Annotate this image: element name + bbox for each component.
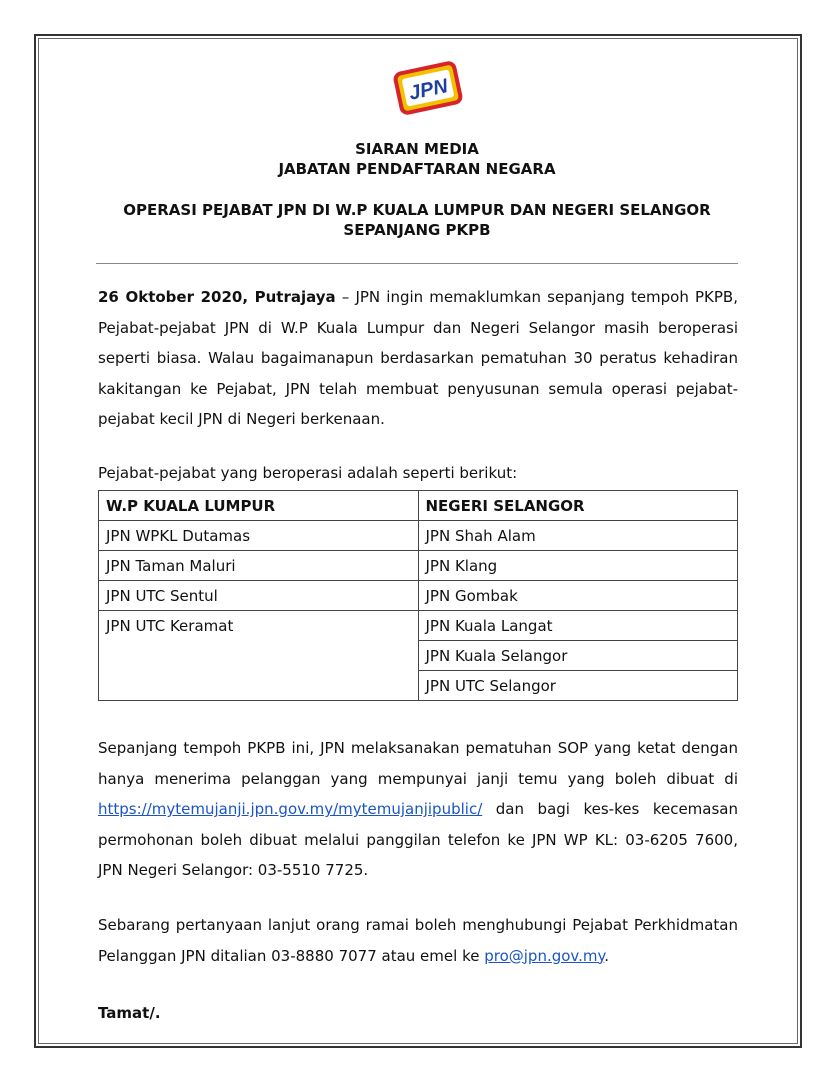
column-header-kl: W.P KUALA LUMPUR bbox=[99, 491, 419, 521]
sop-text: Sepanjang tempoh PKPB ini, JPN melaksanakan pematuhan SOP yang ketat dengan hanya menerima pelanggan yang mempunyai janji temu yang boleh dibuat di bbox=[98, 739, 738, 788]
table-cell: JPN Taman Maluri bbox=[99, 551, 419, 581]
table-cell: JPN Kuala Selangor bbox=[418, 641, 738, 671]
jpn-logo bbox=[390, 58, 466, 118]
header-siaran-media: SIARAN MEDIA bbox=[355, 140, 479, 158]
document-title-line1: OPERASI PEJABAT JPN DI W.P KUALA LUMPUR DAN NEGERI SELANGOR bbox=[123, 201, 711, 219]
table-cell: JPN UTC Selangor bbox=[418, 671, 738, 701]
contact-end: . bbox=[604, 946, 610, 965]
intro-text: – JPN ingin memaklumkan sepanjang tempoh PKPB, Pejabat-pejabat JPN di W.P Kuala Lumpur dan Negeri Selangor masih beroperasi seperti biasa. Walau bagaimanapun berdasarkan pematuhan 30 peratus kehadiran kakitangan ke Pejabat, JPN telah membuat penyusunan semula operasi pejabat-pejabat kecil JPN di Negeri berkenaan. bbox=[98, 288, 738, 429]
dateline: 26 Oktober 2020, Putrajaya bbox=[98, 288, 336, 306]
document-title-line2: SEPANJANG PKPB bbox=[343, 221, 491, 239]
table-cell: JPN Klang bbox=[418, 551, 738, 581]
table-header-row bbox=[99, 491, 738, 521]
table-cell: JPN Gombak bbox=[418, 581, 738, 611]
divider bbox=[96, 263, 738, 264]
appointment-link[interactable]: https://mytemujanji.jpn.gov.my/mytemujanjipublic/ bbox=[98, 800, 483, 819]
table-row bbox=[99, 611, 738, 641]
contact-paragraph bbox=[98, 910, 738, 971]
svg-text:JPN: JPN bbox=[407, 75, 450, 105]
email-link[interactable]: pro@jpn.gov.my bbox=[484, 946, 605, 965]
table-intro: Pejabat-pejabat yang beroperasi adalah seperti berikut: bbox=[98, 464, 518, 482]
table-cell: JPN Kuala Langat bbox=[418, 611, 738, 641]
table-cell: JPN WPKL Dutamas bbox=[99, 521, 419, 551]
closing-text: Tamat/. bbox=[98, 1004, 161, 1022]
table-cell: JPN UTC Sentul bbox=[99, 581, 419, 611]
table-row bbox=[99, 551, 738, 581]
table-cell: JPN Shah Alam bbox=[418, 521, 738, 551]
intro-paragraph bbox=[98, 282, 738, 435]
header-department: JABATAN PENDAFTARAN NEGARA bbox=[278, 160, 556, 178]
contact-text: Sebarang pertanyaan lanjut orang ramai boleh menghubungi Pejabat Perkhidmatan Pelanggan JPN ditalian 03-8880 7077 atau emel ke bbox=[98, 916, 738, 965]
sop-paragraph bbox=[98, 733, 738, 886]
table-row bbox=[99, 581, 738, 611]
table-cell: JPN UTC Keramat bbox=[99, 611, 419, 701]
sop-text-continued: dan bagi kes-kes kecemasan permohonan boleh dibuat melalui panggilan telefon ke JPN WP KL: 03-6205 7600, JPN Negeri Selangor: 03-5510 7725. bbox=[98, 800, 738, 880]
offices-table bbox=[98, 490, 738, 701]
column-header-selangor: NEGERI SELANGOR bbox=[418, 491, 738, 521]
table-row bbox=[99, 521, 738, 551]
